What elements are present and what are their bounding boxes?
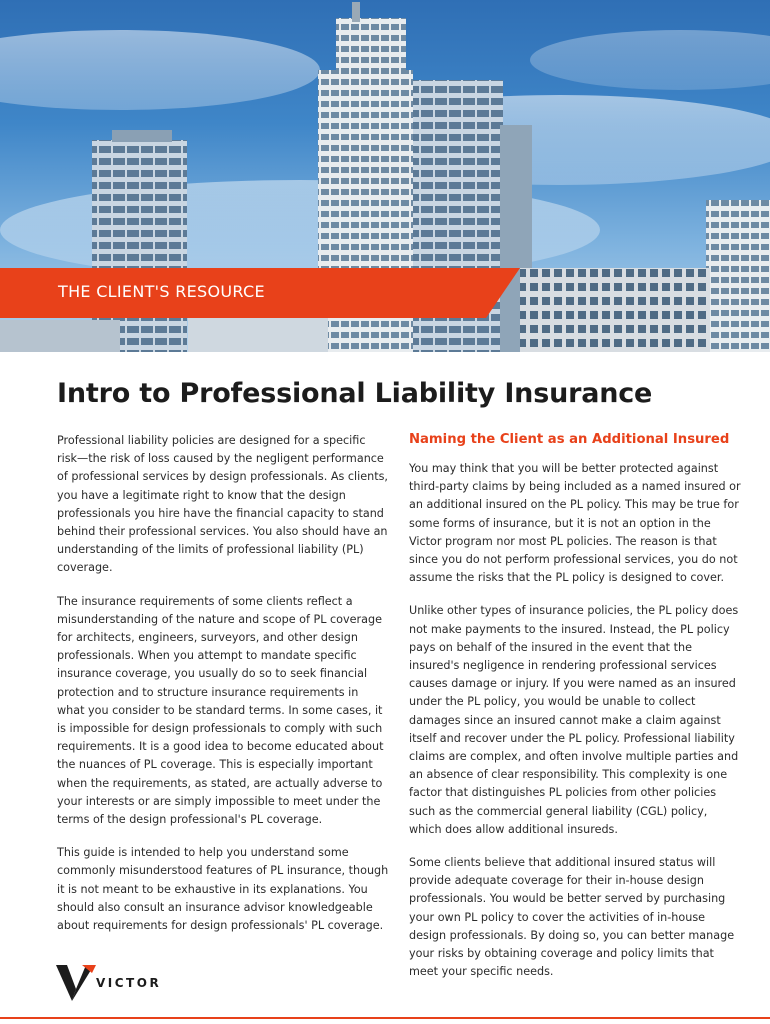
paragraph: The insurance requirements of some clients reflect a misunderstanding of the nature and scope of PL coverage for architects, engineers, surveyors, and other design professionals. When you attempt to mandate specific insurance coverage, you usually do so to seek financial protection and to structure insurance requirements in what you consider to be standard terms. In some cases, it is impossible for design professionals to comply with such requirements. It is a good idea to become educated about the nuances of PL coverage. This is especially important when the requirements, as stated, are actually adverse to your interests or are simply impossible to meet under the terms of the design professional's PL coverage. (57, 594, 384, 827)
footer-divider (0, 1017, 770, 1019)
right-column (409, 460, 741, 996)
banner-label: THE CLIENT'S RESOURCE (58, 282, 265, 301)
paragraph: This guide is intended to help you understand some commonly misunderstood features of PL insurance, though it is not meant to be exhaustive in its explanations. You should also consult an insurance advisor knowledgeable about requirements for design professionals' PL coverage. (57, 846, 389, 933)
paragraph: Unlike other types of insurance policies, the PL policy does not make payments to the insured. Instead, the PL policy pays on behalf of the insured in the event that the insured's negligence in rendering professional services causes damage or injury. If you were named as an insured under the PL policy, you would be unable to collect damages since an insured cannot make a claim against itself and recover under the PL policy. Professional liability claims are complex, and often involve multiple parties and an absence of clear responsibility. This complexity is one factor that distinguishes PL policies from other policies such as the commercial general liability (CGL) policy, which does allow additional insureds. (409, 604, 739, 836)
paragraph: You may think that you will be better protected against third-party claims by being included as a named insured or an additional insured on the PL policy. This may be true for some forms of insurance, but it is not an option in the Victor program nor most PL policies. The reason is that since you do not perform professional services, you do not assume the risks that the PL policy is designed to cover. (409, 462, 741, 585)
section-heading: Naming the Client as an Additional Insured (409, 432, 730, 447)
logo-wordmark: VICTOR (96, 976, 162, 990)
page-title: Intro to Professional Liability Insurance (57, 378, 653, 409)
paragraph: Some clients believe that additional insured status will provide adequate coverage for their in-house design professionals. You would be better served by purchasing your own PL policy to cover the activities of in-house design professionals. By doing so, you can better manage your risks by obtaining coverage and policy limits that meet your specific needs. (409, 856, 735, 979)
left-column (57, 432, 389, 950)
paragraph: Professional liability policies are designed for a specific risk—the risk of loss caused by the negligent performance of professional services by design professionals. As clients, you have a legitimate right to know that the design professionals you hire have the financial capacity to stand behind their professional services. You also should have an understanding of the limits of professional liability (PL) coverage. (57, 434, 388, 575)
